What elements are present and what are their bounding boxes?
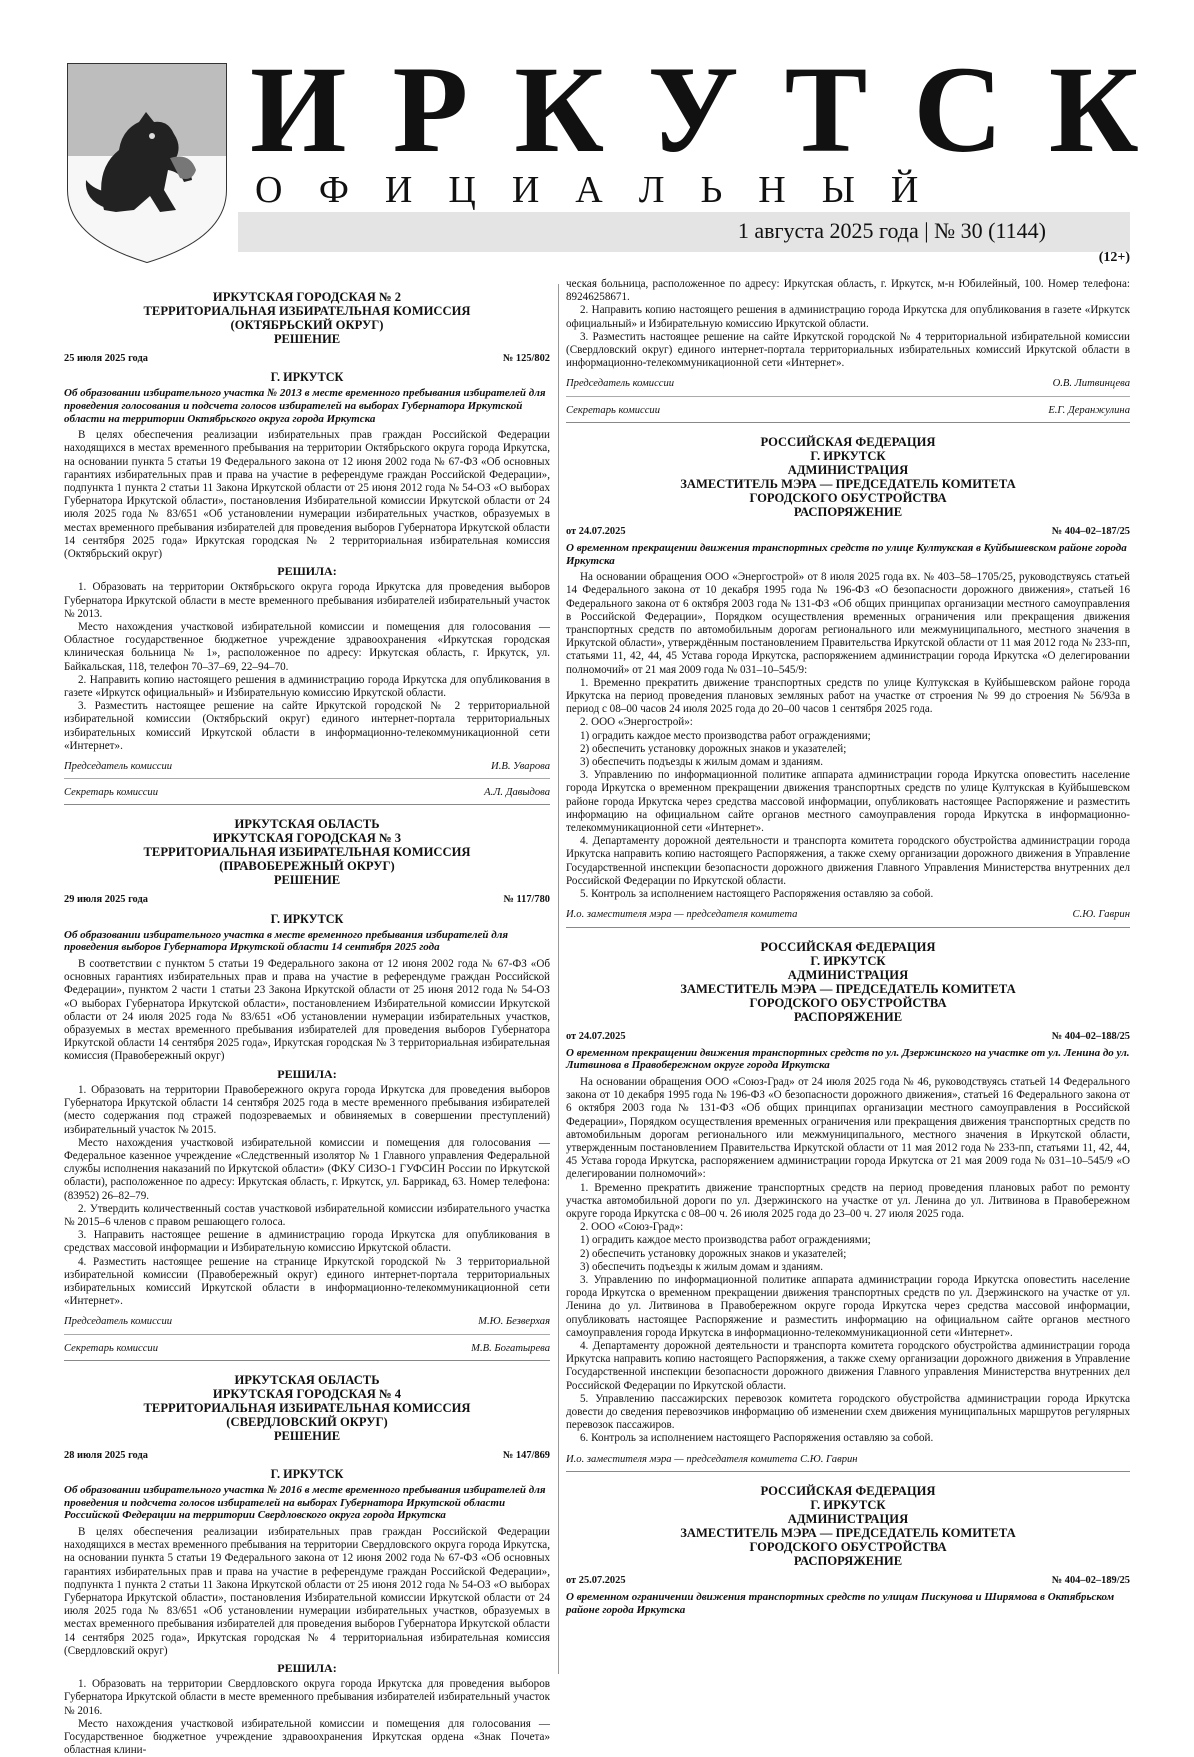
article-meta (566, 1574, 1130, 1587)
article-paragraph: 2) обеспечить установку дорожных знаков и указателей; (580, 1247, 847, 1260)
article-header: РОССИЙСКАЯ ФЕДЕРАЦИЯ Г. ИРКУТСК АДМИНИСТРАЦИЯ ЗАМЕСТИТЕЛЬ МЭРА — ПРЕДСЕДАТЕЛЬ КОМИТЕТА ГОРОДСКОГО ОБУСТРОЙСТВА РАСПОРЯЖЕНИЕ (680, 939, 1016, 1024)
article-city: Г. ИРКУТСК (270, 911, 344, 926)
article-paragraph: 1) оградить каждое место производства работ ограждениями; (580, 1234, 871, 1247)
article-paragraph: 6. Контроль за исполнением настоящего Распоряжения оставляю за собой. (580, 1432, 934, 1445)
article-number: № 147/869 (502, 1449, 550, 1461)
article-paragraph: 2. ООО «Союз-Град»: (580, 1221, 684, 1234)
signature-line: Председатель комиссии И.В. Уварова (64, 757, 550, 779)
article-header: РОССИЙСКАЯ ФЕДЕРАЦИЯ Г. ИРКУТСК АДМИНИСТРАЦИЯ ЗАМЕСТИТЕЛЬ МЭРА — ПРЕДСЕДАТЕЛЬ КОМИТЕТА ГОРОДСКОГО ОБУСТРОЙСТВА РАСПОРЯЖЕНИЕ (680, 1483, 1016, 1568)
article-city: Г. ИРКУТСК (270, 370, 344, 385)
article-number: № 117/780 (503, 894, 550, 906)
signature-line: Секретарь комиссии Е.Г. Деранжулина (566, 401, 1130, 423)
article-order-189 (566, 1484, 1130, 1616)
article-headline: Об образовании избирательного участка № 2016 в месте временного пребывания избирателей для проведения и подсчета голосов избирателей на выборах Губернатора Иркутской области Российской Федерации на территории Свердловского округа города Иркутска (64, 1484, 546, 1522)
column-divider (558, 284, 559, 1674)
article-paragraph: На основании обращения ООО «Энергострой» от 8 июля 2025 года вх. № 403–58–1705/25, руководствуясь статьей 14 Федерального закона от 10 декабря 1995 года № 196-ФЗ «О безопасности дорожного движения», статьей 16 Федерального закона от 6 октября 2003 года № 131-ФЗ «Об общих принципах организации местного самоуправления в Российской Федерации», Порядком осуществления временных ограничения или прекращения движения транспортных средств по автомобильным дорогам регионального или межмуниципального, местного значения в Иркутской области», утверждённым постановлением Правительства Иркутской области от 11 мая 2012 года № 233-пп, статьями 11, 42, 44, 45 Устава города Иркутска, распоряжением администрации города Иркутска «О делегировании полномочий» от 21 мая 2009 года № 031–10–545/9: (566, 571, 1130, 676)
article-paragraph: 3. Разместить настоящее решение на сайте Иркутской городской № 4 территориальной избирательной комиссии (Свердловский округ) единого интернет-портала территориальных избирательных комиссий Иркутской области в информационно-телекоммуникационной сети «Интернет». (566, 330, 1130, 370)
issue-dateline: 1 августа 2025 года | № 30 (1144) (737, 218, 1046, 243)
article-date: от 25.07.2025 (566, 1574, 626, 1586)
article-meta (64, 893, 550, 906)
article-headline: Об образовании избирательного участка № 2013 в месте временного пребывания избирателей для проведения голосования и подсчета голосов избирателей на выборах Губернатора Иркутской области на территории Октябрьского округа города Иркутска (64, 387, 546, 425)
signature-line: Секретарь комиссии А.Л. Давыдова (64, 783, 550, 805)
resolution-heading: РЕШИЛА: (277, 564, 337, 579)
article-paragraph: 3. Разместить настоящее решение на сайте Иркутской городской № 2 территориальной избирательной комиссии (Октябрьский округ) единого интернет-портала территориальных избирательных комиссий Иркутской области в информационно-телекоммуникационной сети «Интернет». (64, 700, 550, 752)
article-header: РОССИЙСКАЯ ФЕДЕРАЦИЯ Г. ИРКУТСК АДМИНИСТРАЦИЯ ЗАМЕСТИТЕЛЬ МЭРА — ПРЕДСЕДАТЕЛЬ КОМИТЕТА ГОРОДСКОГО ОБУСТРОЙСТВА РАСПОРЯЖЕНИЕ (680, 434, 1016, 519)
article-paragraph: 2. Направить копию настоящего решения в администрацию города Иркутска для опубликования в газете «Иркутск официальный» и Избирательную комиссию Иркутской области. (64, 673, 550, 700)
article-decision-117-780 (64, 817, 550, 1360)
article-date: от 24.07.2025 (566, 1030, 626, 1042)
article-number: № 404–02–187/25 (1051, 525, 1130, 537)
article-paragraph: Место нахождения участковой избирательной комиссии и помещения для голосования — Федеральное казенное учреждение «Следственный изолятор № 1 Главного управления Федеральной службы исполнения наказаний по Иркутской области» (ФКУ СИЗО-1 ГУФСИН России по Иркутской области), расположенное по адресу: Иркутская область, г. Иркутск, ул. Баррикад, 63. Номер телефона: (83952) 26–82–79. (64, 1136, 550, 1202)
article-paragraph: 3. Направить настоящее решение в администрацию города Иркутска для опубликования в средствах массовой информации и Избирательную комиссию Иркутской области. (64, 1229, 550, 1255)
article-paragraph: 1) оградить каждое место производства работ ограждениями; (580, 729, 871, 742)
article-meta (64, 1449, 550, 1462)
article-paragraph: 5. Контроль за исполнением настоящего Распоряжения оставляю за собой. (580, 888, 934, 901)
signature-line: И.о. заместителя мэра — председателя комитета С.Ю. Гаврин (566, 1450, 1130, 1472)
article-number: № 125/802 (502, 353, 550, 364)
article-date: 25 июля 2025 года (64, 353, 148, 364)
article-paragraph: 3. Управлению по информационной политике аппарата администрации города Иркутска оповестить население города Иркутска о временном прекращении движения транспортных средств по ул. Дзержинского на участке от ул. Ленина до ул. Литвинова в Правобережном округе города Иркутска через средства массовой информации, опубликовать настоящее Распоряжение и разместить информацию на официальном сайте органов местного самоуправления города Иркутска в информационно-телекоммуникационной сети «Интернет». (566, 1273, 1130, 1339)
article-meta (64, 352, 550, 365)
article-paragraph: 3) обеспечить подъезды к жилым домам и зданиям. (580, 756, 824, 769)
article-paragraph: 1. Образовать на территории Октябрьского округа города Иркутска для проведения выборов Губернатора Иркутской области в месте временного пребывания избирателей избирательный участок № 2013. (64, 581, 550, 620)
article-city: Г. ИРКУТСК (270, 1466, 344, 1481)
article-paragraph: ческая больница, расположенное по адресу: Иркутская область, г. Иркутск, м-н Юбилейный, 100. Номер телефона: 89246258671. (566, 278, 1130, 304)
article-paragraph: 2) обеспечить установку дорожных знаков и указателей; (580, 742, 847, 755)
article-meta (566, 1030, 1130, 1043)
article-paragraph: 5. Управлению пассажирских перевозок комитета городского обустройства администрации города Иркутска довести до сведения перевозчиков информацию об изменении схем движения муниципальных маршрутов регулярных перевозок пассажиров. (566, 1392, 1130, 1432)
article-paragraph: 3) обеспечить подъезды к жилым домам и зданиям. (580, 1260, 824, 1273)
article-paragraph: 3. Управлению по информационной политике аппарата администрации города Иркутска оповестить население города Иркутска о временном прекращении движения транспортных средств по улице Култукская в Куйбышевском районе города Иркутска через средства массовой информации, опубликовать настоящее Распоряжение и разместить информацию на официальном сайте органов местного самоуправления города Иркутска в информационно-телекоммуникационной сети «Интернет». (566, 769, 1130, 835)
article-order-188 (566, 940, 1130, 1472)
article-paragraph: На основании обращения ООО «Союз-Град» от 24 июля 2025 года № 46, руководствуясь статьей 14 Федерального закона от 10 декабря 1995 года № 196-ФЗ «О безопасности дорожного движения», статьей 16 Федерального закона от 6 октября 2003 года № 131-ФЗ «Об общих принципах организации местного самоуправления в Российской Федерации», Порядком осуществления временных ограничения или прекращения движения транспортных средств по автомобильным дорогам регионального или межмуниципального, местного значения в Иркутской области, утвержденным постановлением Правительства Иркутской области от 11 мая 2012 года № 233-пп, статьями 11, 42, 44, 45 Устава города Иркутска, распоряжением администрации города Иркутска от 21 мая 2009 года № 031–10–545/9 «О делегировании полномочий»: (566, 1075, 1130, 1181)
article-paragraph: 2. Направить копию настоящего решения в администрацию города Иркутска для опубликования в газете «Иркутск официальный» и Избирательную комиссию Иркутской области. (566, 304, 1130, 330)
article-header: ИРКУТСКАЯ ОБЛАСТЬ ИРКУТСКАЯ ГОРОДСКАЯ № 4 ТЕРРИТОРИАЛЬНАЯ ИЗБИРАТЕЛЬНАЯ КОМИССИЯ (СВЕРДЛОВСКИЙ ОКРУГ) РЕШЕНИЕ (143, 1372, 471, 1443)
article-headline: О временном ограничении движения транспортных средств по улицам Пискунова и Ширямова в Октябрьском районе города Иркутска (566, 1590, 1115, 1616)
city-coat-of-arms (64, 60, 230, 266)
article-number: № 404–02–189/25 (1051, 1574, 1130, 1586)
article-paragraph: 4. Департаменту дорожной деятельности и транспорта комитета городского обустройства администрации города Иркутска направить копию настоящего Распоряжения, а также схему организации дорожного движения в Управление Государственной инспекции безопасности дорожного движения Главного Управления Министерства внутренних дел Российской Федерации по Иркутской области. (566, 835, 1130, 887)
article-decision-147-869 (64, 1373, 550, 1757)
signature-line: Секретарь комиссии М.В. Богатырева (64, 1339, 550, 1361)
resolution-heading: РЕШИЛА: (277, 1660, 337, 1675)
article-headline: Об образовании избирательного участка в месте временного пребывания избирателей для проведения выборов Губернатора Иркутской области 14 сентября 2025 года (64, 928, 509, 954)
article-paragraph: Место нахождения участковой избирательной комиссии и помещения для голосования — Областное государственное бюджетное учреждение здравоохранения «Иркутская городская клиническая больница № 1», расположенное по адресу: Иркутская область, г. Иркутск, ул. Байкальская, 118, телефон 70–37–69, 22–94–70. (64, 621, 550, 673)
article-date: от 24.07.2025 (566, 525, 626, 537)
newspaper-title: ИРКУТСК (250, 41, 1185, 178)
article-headline: О временном прекращении движения транспортных средств по ул. Дзержинского на участке от ул. Ленина до ул. Литвинова в Правобережном округе города Иркутска (566, 1046, 1130, 1072)
article-paragraph: 4. Департаменту дорожной деятельности и транспорта комитета городского обустройства администрации города Иркутска направить копию настоящего Распоряжения, а также схему организации дорожного движения в Управление Государственной инспекции безопасности дорожного движения Главного управления Министерства внутренних дел Российской Федерации по Иркутской области. (566, 1339, 1130, 1392)
article-header: ИРКУТСКАЯ ГОРОДСКАЯ № 2 ТЕРРИТОРИАЛЬНАЯ ИЗБИРАТЕЛЬНАЯ КОМИССИЯ (ОКТЯБРЬСКИЙ ОКРУГ) РЕШЕНИЕ (143, 290, 471, 346)
article-meta (566, 525, 1130, 538)
article-date: 28 июля 2025 года (64, 1449, 148, 1461)
article-decision-125-802 (64, 290, 550, 805)
article-paragraph: В целях обеспечения реализации избирательных прав граждан Российской Федерации находящихся в местах временного пребывания на территории Свердловского округа города Иркутска, на основании пункта 5 статьи 19 Федерального закона от 12 июня 2002 года № 67-ФЗ «Об основных гарантиях избирательных прав и права на участие в референдуме граждан Российской Федерации», подпункта 1 пункта 2 статьи 11 Закона Иркутской области от 25 июня 2012 года № 54-ОЗ «О выборах Губернатора Иркутской области», постановления Избирательной комиссии Иркутской области от 24 июля 2025 года № 83/651 «Об установлении нумерации избирательных участков, образуемых в местах временного пребывания избирателей для проведения выборов Губернатора Иркутской области 14 сентября 2025 года», Иркутская городская № 4 территориальная избирательная комиссия (Свердловский округ) (64, 1525, 550, 1657)
article-header: ИРКУТСКАЯ ОБЛАСТЬ ИРКУТСКАЯ ГОРОДСКАЯ № 3 ТЕРРИТОРИАЛЬНАЯ ИЗБИРАТЕЛЬНАЯ КОМИССИЯ (ПРАВОБЕРЕЖНЫЙ ОКРУГ) РЕШЕНИЕ (143, 817, 471, 888)
article-continuation (566, 278, 1130, 423)
article-paragraph: 4. Разместить настоящее решение на странице Иркутской городской № 3 территориальной избирательной комиссии (Правобережный округ) единого интернет-портала территориальных избирательных комиссий Иркутской области в информационно-телекоммуникационной сети «Интернет». (64, 1255, 550, 1308)
article-paragraph: 1. Временно прекратить движение транспортных средств на период проведения плановых работ по ремонту участка автомобильной дороги по ул. Дзержинского на участке от ул. Ленина до ул. Литвинова в Правобережном округе города Иркутска с 08–00 ч. 26 июля 2025 года до 23–00 ч. 27 июля 2025 года. (566, 1181, 1130, 1220)
article-headline: О временном прекращении движения транспортных средств по улице Култукская в Куйбышевском районе города Иркутска (566, 542, 1127, 567)
signature-line: Председатель комиссии О.В. Литвинцева (566, 374, 1130, 396)
article-order-187 (566, 435, 1130, 928)
article-paragraph: 2. Утвердить количественный состав участковой избирательной комиссии избирательного участка № 2015–6 членов с правом решающего голоса. (64, 1202, 550, 1228)
article-number: № 404–02–188/25 (1051, 1030, 1130, 1042)
signature-line: И.о. заместителя мэра — председателя комитета С.Ю. Гаврин (566, 905, 1130, 927)
right-column (566, 278, 1130, 1670)
left-column (64, 290, 550, 1757)
article-paragraph: 2. ООО «Энергострой»: (580, 716, 693, 729)
article-paragraph: 1. Образовать на территории Свердловского округа города Иркутска для проведения выборов Губернатора Иркутской области в месте временного пребывания избирателей избирательный участок № 2016. (64, 1678, 550, 1717)
age-rating: (12+) (1098, 250, 1130, 265)
resolution-heading: РЕШИЛА: (277, 1066, 337, 1081)
article-paragraph: Место нахождения участковой избирательной комиссии и помещения для голосования — Государственное бюджетное учреждение здравоохранения Иркутская ордена «Знак Почета» областная клини- (64, 1717, 550, 1757)
signature-line: Председатель комиссии М.Ю. Безверхая (64, 1312, 550, 1334)
newspaper-subtitle: ОФИЦИАЛЬНЫЙ (255, 169, 955, 211)
article-paragraph: 1. Временно прекратить движение транспортных средств по улице Култукская в Куйбышевском районе города Иркутска на период проведения плановых земляных работ на участке от строения № 99 до строения № 56/93а в период с 08–00 часов 24 июля 2025 года до 20–00 часов 1 сентября 2025 года. (566, 676, 1130, 716)
article-paragraph: В целях обеспечения реализации избирательных прав граждан Российской Федерации находящихся в местах временного пребывания на территории Октябрьского округа города Иркутска, на основании пункта 5 статьи 19 Федерального закона от 12 июня 2002 года № 67-ФЗ «Об основных гарантиях избирательных прав и права на участие в референдуме граждан Российской Федерации», подпункта 1 пункта 2 статьи 11 Закона Иркутской области от 25 июня 2012 года № 54-ОЗ «О выборах Губернатора Иркутской области», постановления Избирательной комиссии Иркутской области от 24 июля 2025 года № 83/651 «Об установлении нумерации избирательных участков, образуемых в местах временного пребывания избирателей для проведения выборов Губернатора Иркутской области 14 сентября 2025 года» Иркутская городская № 2 территориальная избирательная комиссия (Октябрьский округ) (64, 429, 550, 561)
article-paragraph: 1. Образовать на территории Правобережного округа города Иркутска для проведения выборов Губернатора Иркутской области 14 сентября 2025 года в месте временного пребывания избирателей (место содержания под стражей подозреваемых и обвиняемых в совершении преступлений) избирательный участок № 2015. (64, 1083, 550, 1136)
article-paragraph: В соответствии с пунктом 5 статьи 19 Федерального закона от 12 июня 2002 года № 67-ФЗ «Об основных гарантиях избирательных прав и права на участие в референдуме граждан Российской Федерации», пунктом 2 части 1 статьи 23 Закона Иркутской области от 25 июня 2012 года № 54-ОЗ «О выборах Губернатора Иркутской области», постановлением Избирательной комиссии Иркутской области от 24 июля 2025 года № 83/651 «Об установлении нумерации избирательных участков, образуемых в местах временного пребывания избирателей для проведения выборов Губернатора Иркутской области 14 сентября 2025 года», Иркутская городская № 3 территориальная избирательная комиссия (Правобережный округ) (64, 958, 550, 1063)
issue-dateline-bar (238, 212, 1130, 252)
article-date: 29 июля 2025 года (64, 894, 148, 906)
